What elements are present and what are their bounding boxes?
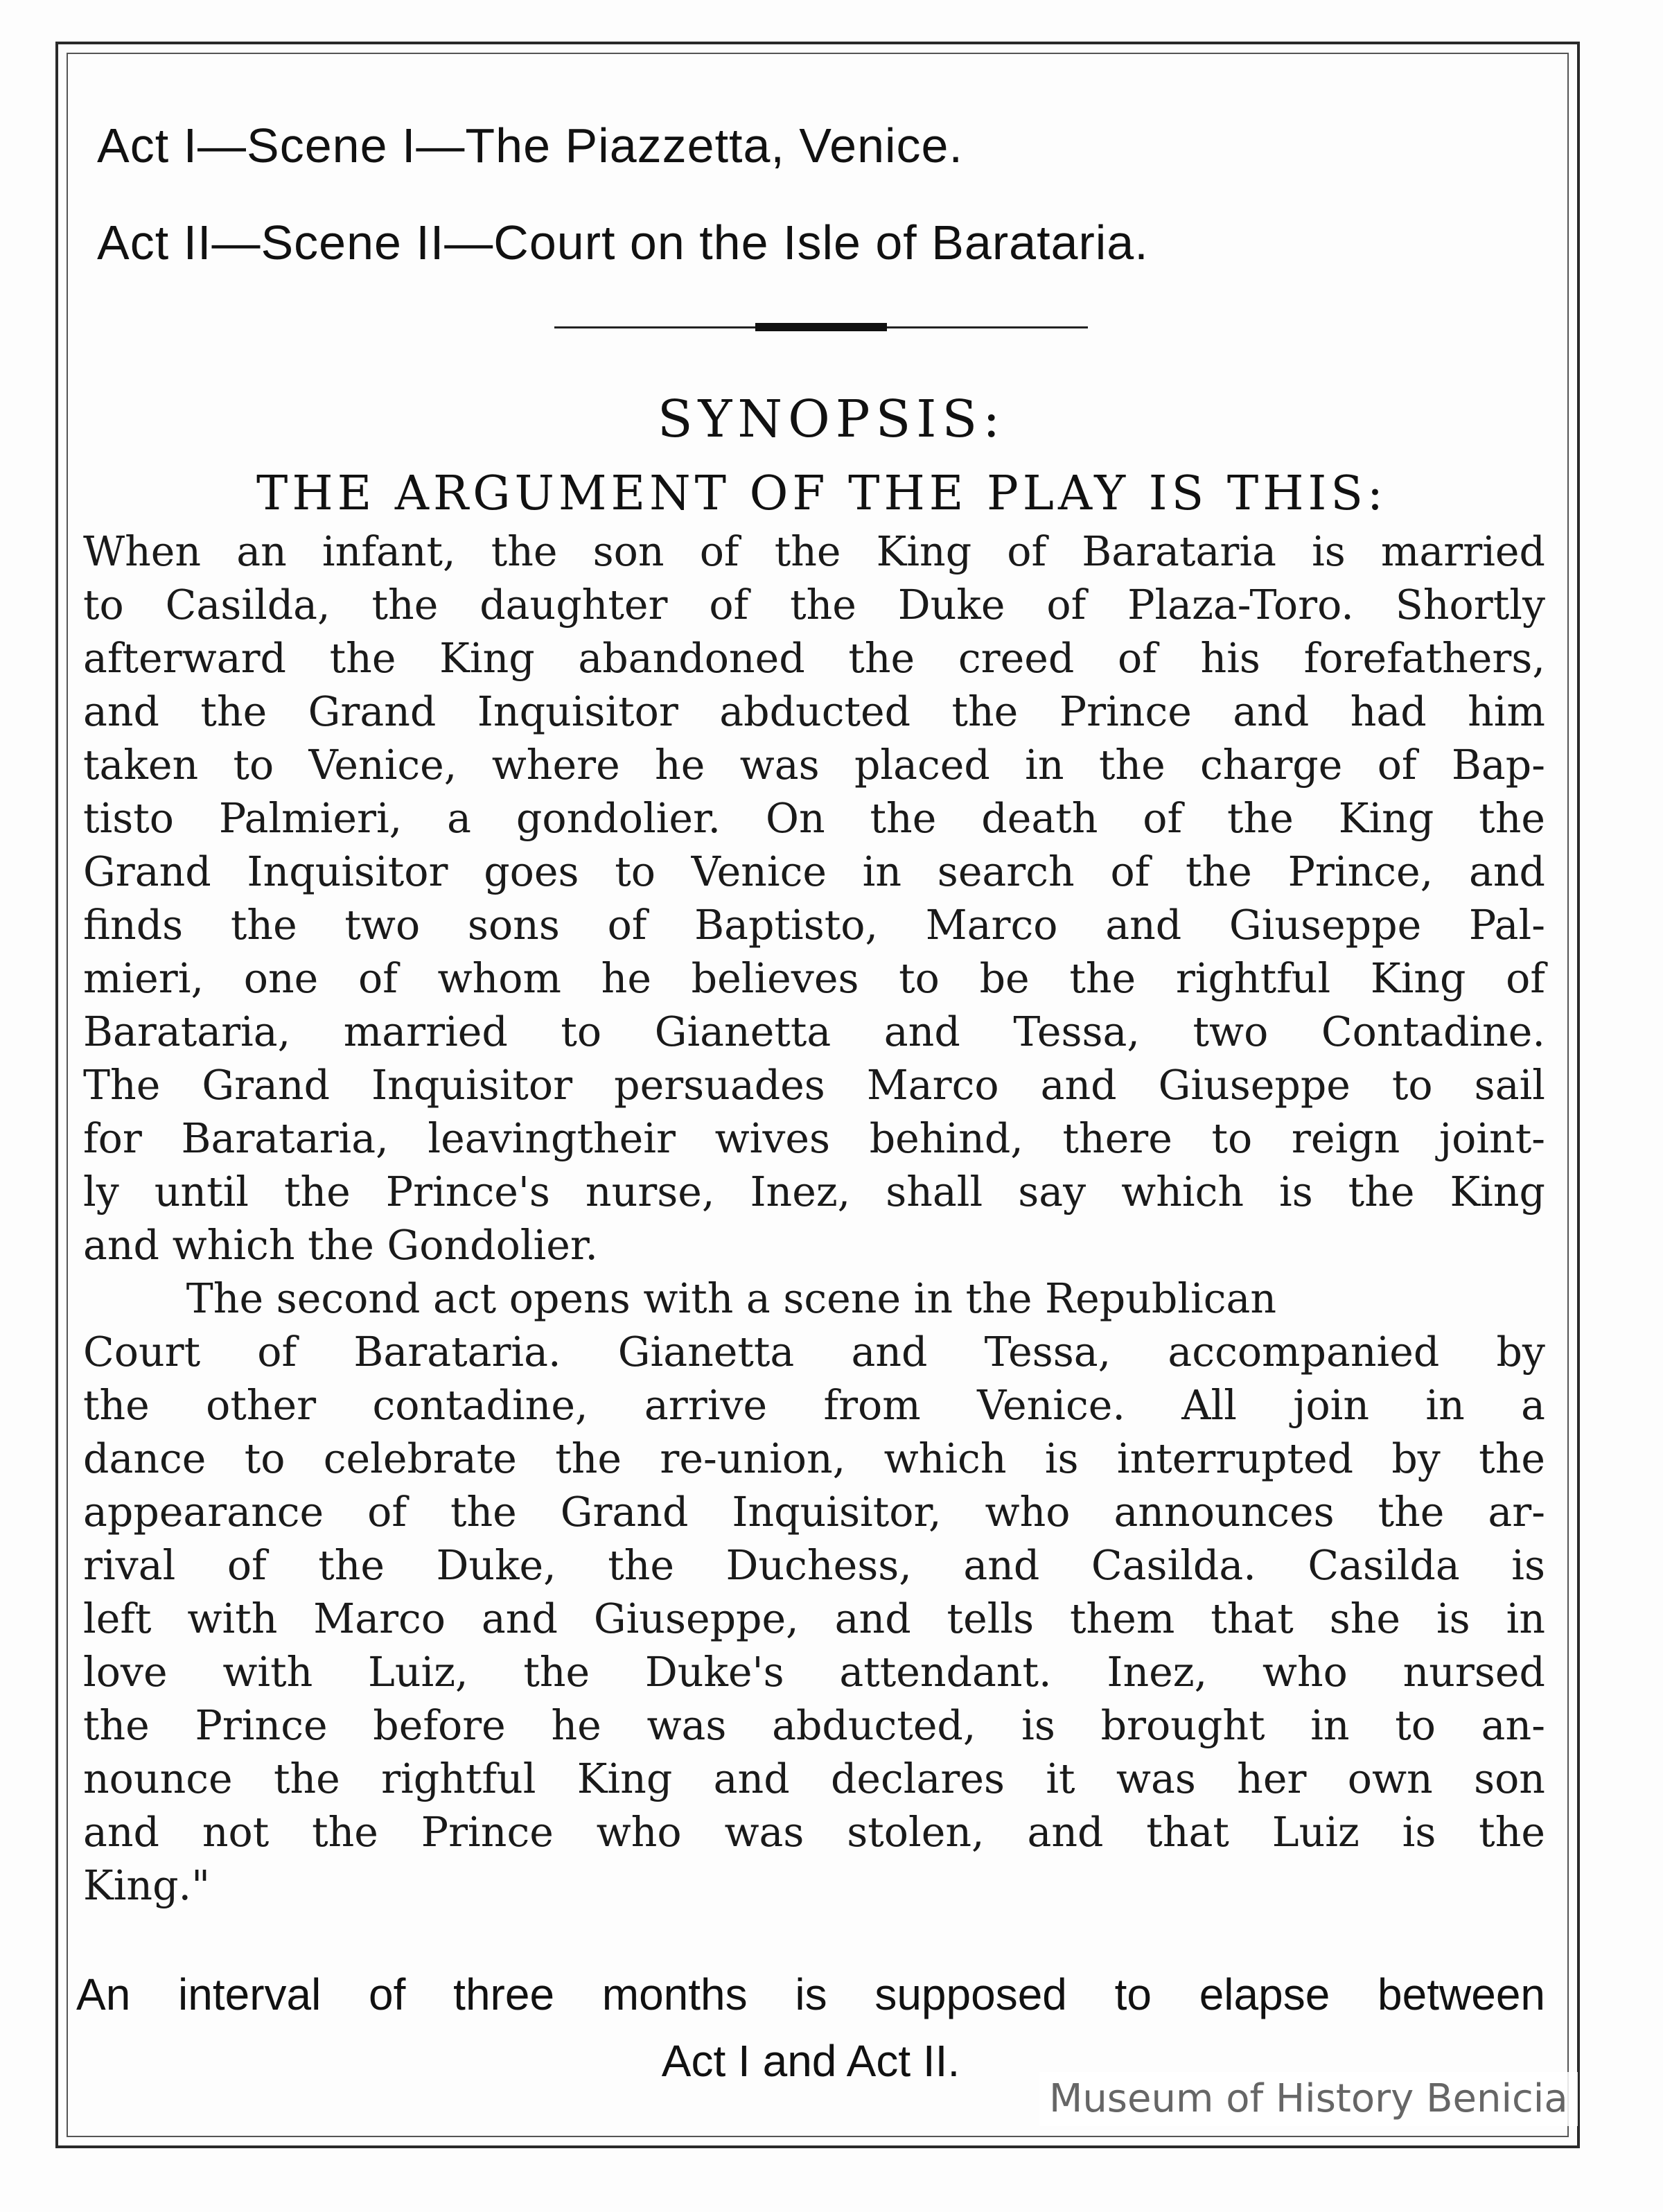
synopsis-title: SYNOPSIS: [657, 389, 1006, 449]
body-line: and the Grand Inquisitor abducted the Prince and had him [83, 688, 1545, 735]
body-line: ly until the Prince's nurse, Inez, shall say which is the King [83, 1168, 1545, 1215]
divider-center-bar [755, 323, 887, 331]
scene-list [97, 97, 1552, 291]
synopsis-body [83, 525, 1545, 1913]
argument-heading: THE ARGUMENT OF THE PLAY IS THIS: [256, 466, 1387, 521]
body-line: nounce the rightful King and declares it was her own son [83, 1755, 1545, 1802]
body-line: tisto Palmieri, a gondolier. On the death of the King the [83, 795, 1545, 842]
body-line: King." [83, 1862, 211, 1909]
interval-line-2: Act I and Act II. [661, 2036, 960, 2086]
body-line: mieri, one of whom he believes to be the rightful King of [83, 955, 1545, 1002]
body-line: the other contadine, arrive from Venice. All join in a [83, 1382, 1545, 1429]
body-line: for Barataria, leavingtheir wives behind, there to reign joint- [83, 1115, 1545, 1162]
scene-act-1: Act I—Scene I—The Piazzetta, Venice. [97, 119, 963, 173]
body-line: The second act opens with a scene in the Republican [83, 1275, 1277, 1322]
body-line: The Grand Inquisitor persuades Marco and Giuseppe to sail [83, 1062, 1545, 1109]
body-line: to Casilda, the daughter of the Duke of Plaza-Toro. Shortly [83, 581, 1545, 629]
museum-watermark: Museum of History Benicia [1039, 2072, 1578, 2126]
body-line: and which the Gondolier. [83, 1222, 598, 1269]
body-line: Grand Inquisitor goes to Venice in search of the Prince, and [83, 848, 1545, 895]
body-line: rival of the Duke, the Duchess, and Casilda. Casilda is [83, 1542, 1545, 1589]
body-line: love with Luiz, the Duke's attendant. Inez, who nursed [83, 1649, 1545, 1696]
divider-right-rule [887, 326, 1088, 328]
interval-line-1: An interval of three months is supposed to elapse between [76, 1969, 1545, 2019]
body-line: the Prince before he was abducted, is brought in to an- [83, 1702, 1545, 1749]
body-line: finds the two sons of Baptisto, Marco and Giuseppe Pal- [83, 902, 1545, 949]
body-line: taken to Venice, where he was placed in the charge of Bap- [83, 741, 1545, 789]
body-line: When an infant, the son of the King of Barataria is married [83, 528, 1545, 575]
body-line: and not the Prince who was stolen, and that Luiz is the [83, 1809, 1545, 1856]
scene-act-2: Act II—Scene II—Court on the Isle of Barataria. [97, 216, 1149, 270]
body-line: appearance of the Grand Inquisitor, who announces the ar- [83, 1489, 1545, 1536]
divider-left-rule [554, 326, 755, 328]
body-line: afterward the King abandoned the creed of his forefathers, [83, 635, 1545, 682]
body-line: Barataria, married to Gianetta and Tessa, two Contadine. [83, 1008, 1545, 1055]
body-line: left with Marco and Giuseppe, and tells them that she is in [83, 1595, 1545, 1642]
ornamental-divider [554, 320, 1088, 334]
body-line: Court of Barataria. Gianetta and Tessa, accompanied by [83, 1328, 1545, 1376]
body-line: dance to celebrate the re-union, which is interrupted by the [83, 1435, 1545, 1482]
